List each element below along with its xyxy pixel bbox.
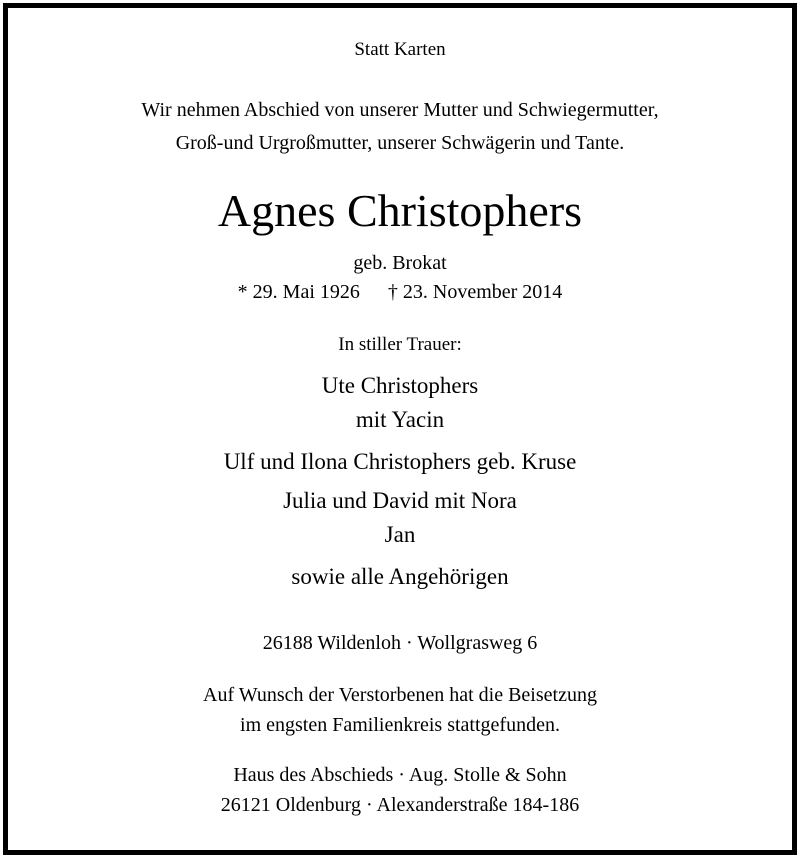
mourner-line: Jan xyxy=(384,522,416,547)
mourner-line: Ulf und Ilona Christophers geb. Kruse xyxy=(223,449,577,474)
birth-date: * 29. Mai 1926 xyxy=(237,281,360,303)
mourner-line: sowie alle Angehörigen xyxy=(291,564,509,589)
funeral-home-line-2: 26121 Oldenburg · Alexanderstraße 184-186 xyxy=(220,794,580,816)
life-dates xyxy=(0,282,800,302)
maiden-name: geb. Brokat xyxy=(353,252,447,274)
deceased-name: Agnes Christophers xyxy=(217,185,583,236)
mourner-line: Julia und David mit Nora xyxy=(283,488,517,513)
burial-note-line-2: im engsten Familienkreis stattgefunden. xyxy=(240,714,560,736)
mourner-line: Ute Christophers xyxy=(321,373,479,398)
intro-line-1: Wir nehmen Abschied von unserer Mutter und Schwiegermutter, xyxy=(141,99,659,121)
death-date: † 23. November 2014 xyxy=(387,281,563,303)
header-text: Statt Karten xyxy=(354,39,446,60)
family-address: 26188 Wildenloh · Wollgrasweg 6 xyxy=(262,632,538,654)
intro-line-2: Groß-und Urgroßmutter, unserer Schwägerin und Tante. xyxy=(175,132,625,154)
mourner-line: mit Yacin xyxy=(355,407,445,432)
mourning-label: In stiller Trauer: xyxy=(338,334,462,355)
funeral-home-line-1: Haus des Abschieds · Aug. Stolle & Sohn xyxy=(233,764,567,786)
burial-note-line-1: Auf Wunsch der Verstorbenen hat die Beisetzung xyxy=(203,684,597,706)
